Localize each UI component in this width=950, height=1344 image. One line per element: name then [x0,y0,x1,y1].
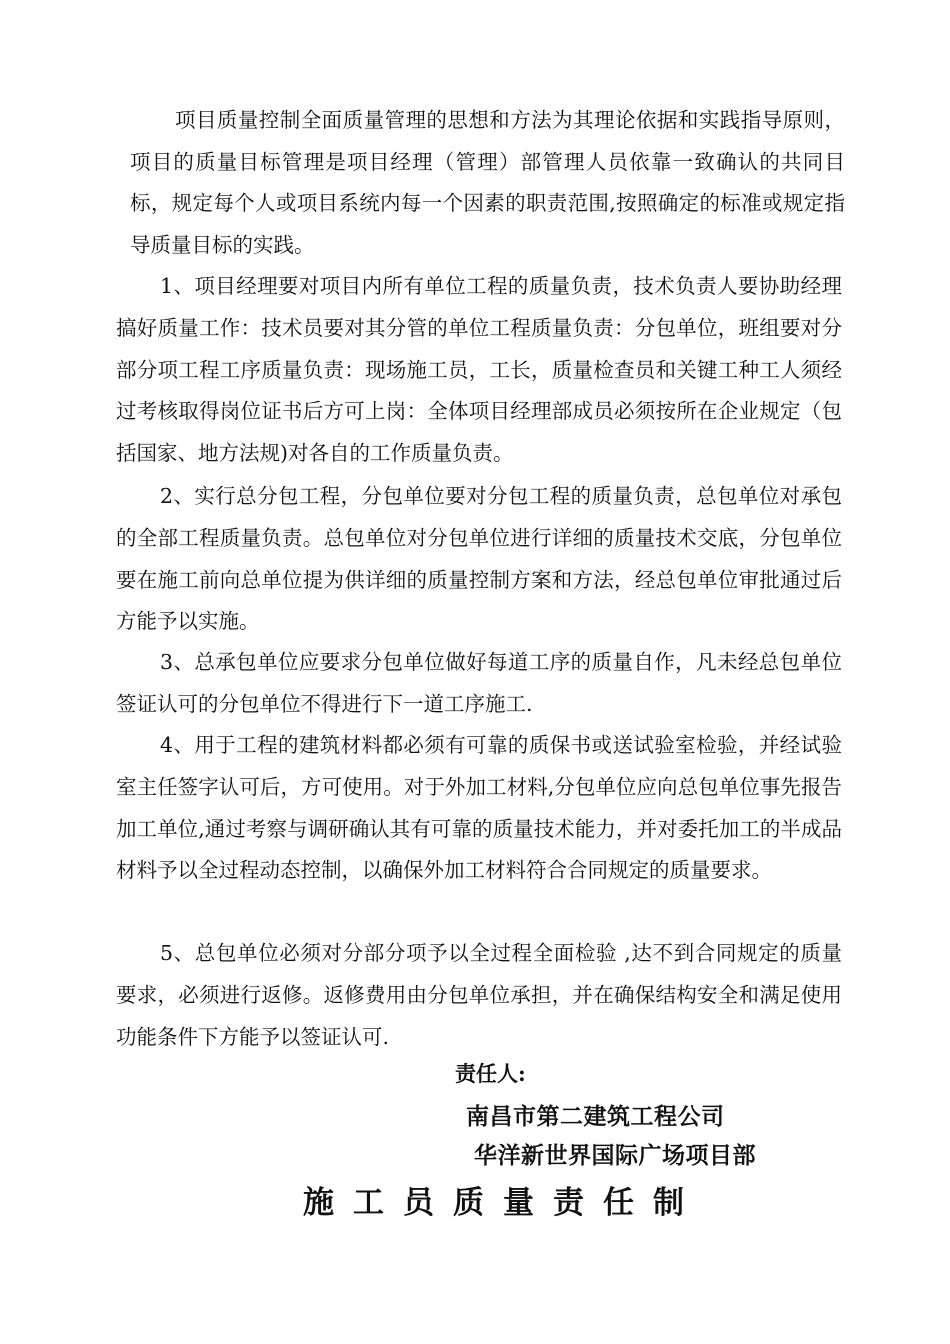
company-name: 南昌市第二建筑工程公司 [466,1104,725,1130]
project-department-name: 华洋新世界国际广场项目部 [474,1143,756,1169]
responsible-person-label: 责任人: [455,1061,526,1086]
intro-paragraph: 项目质量控制全面质量管理的思想和方法为其理论依据和实践指导原则，项目的质量目标管理是项目经理（管理）部管理人员依靠一致确认的共同目标，规定每个人或项目系统内每一个因素的职责范围,按照确定的标准或规定指导质量目标的实践。 [130,108,845,257]
section-title: 施工员质量责任制 [303,1185,703,1221]
clause-1: 1、项目经理要对项目内所有单位工程的质量负责，技术负责人要协助经理搞好质量工作：技术员要对其分管的单位工程质量负责：分包单位，班组要对分部分项工程工序质量负责：现场施工员，工长，质量检查员和关键工种工人须经过考核取得岗位证书后方可上岗：全体项目经理部成员必须按所在企业规定（包括国家、地方法规)对各自的工作质量负责。 [116,274,842,466]
clause-2: 2、实行总分包工程，分包单位要对分包工程的质量负责，总包单位对承包的全部工程质量负责。总包单位对分包单位进行详细的质量技术交底，分包单位要在施工前向总单位提为供详细的质量控制方案和方法，经总包单位审批通过后方能予以实施。 [116,484,842,634]
clause-5: 5、总包单位必须对分部分项予以全过程全面检验 ,达不到合同规定的质量要求，必须进行返修。返修费用由分包单位承担，并在确保结构安全和满足使用功能条件下方能予以签证认可. [116,941,842,1049]
clause-4: 4、用于工程的建筑材料都必须有可靠的质保书或送试验室检验，并经试验室主任签字认可后，方可使用。对于外加工材料,分包单位应向总包单位事先报告加工单位,通过考察与调研确认其有可靠的质量技术能力，并对委托加工的半成品材料予以全过程动态控制，以确保外加工材料符合合同规定的质量要求。 [116,733,842,883]
clause-3: 3、总承包单位应要求分包单位做好每道工序的质量自作，凡未经总包单位签证认可的分包单位不得进行下一道工序施工. [116,650,842,716]
